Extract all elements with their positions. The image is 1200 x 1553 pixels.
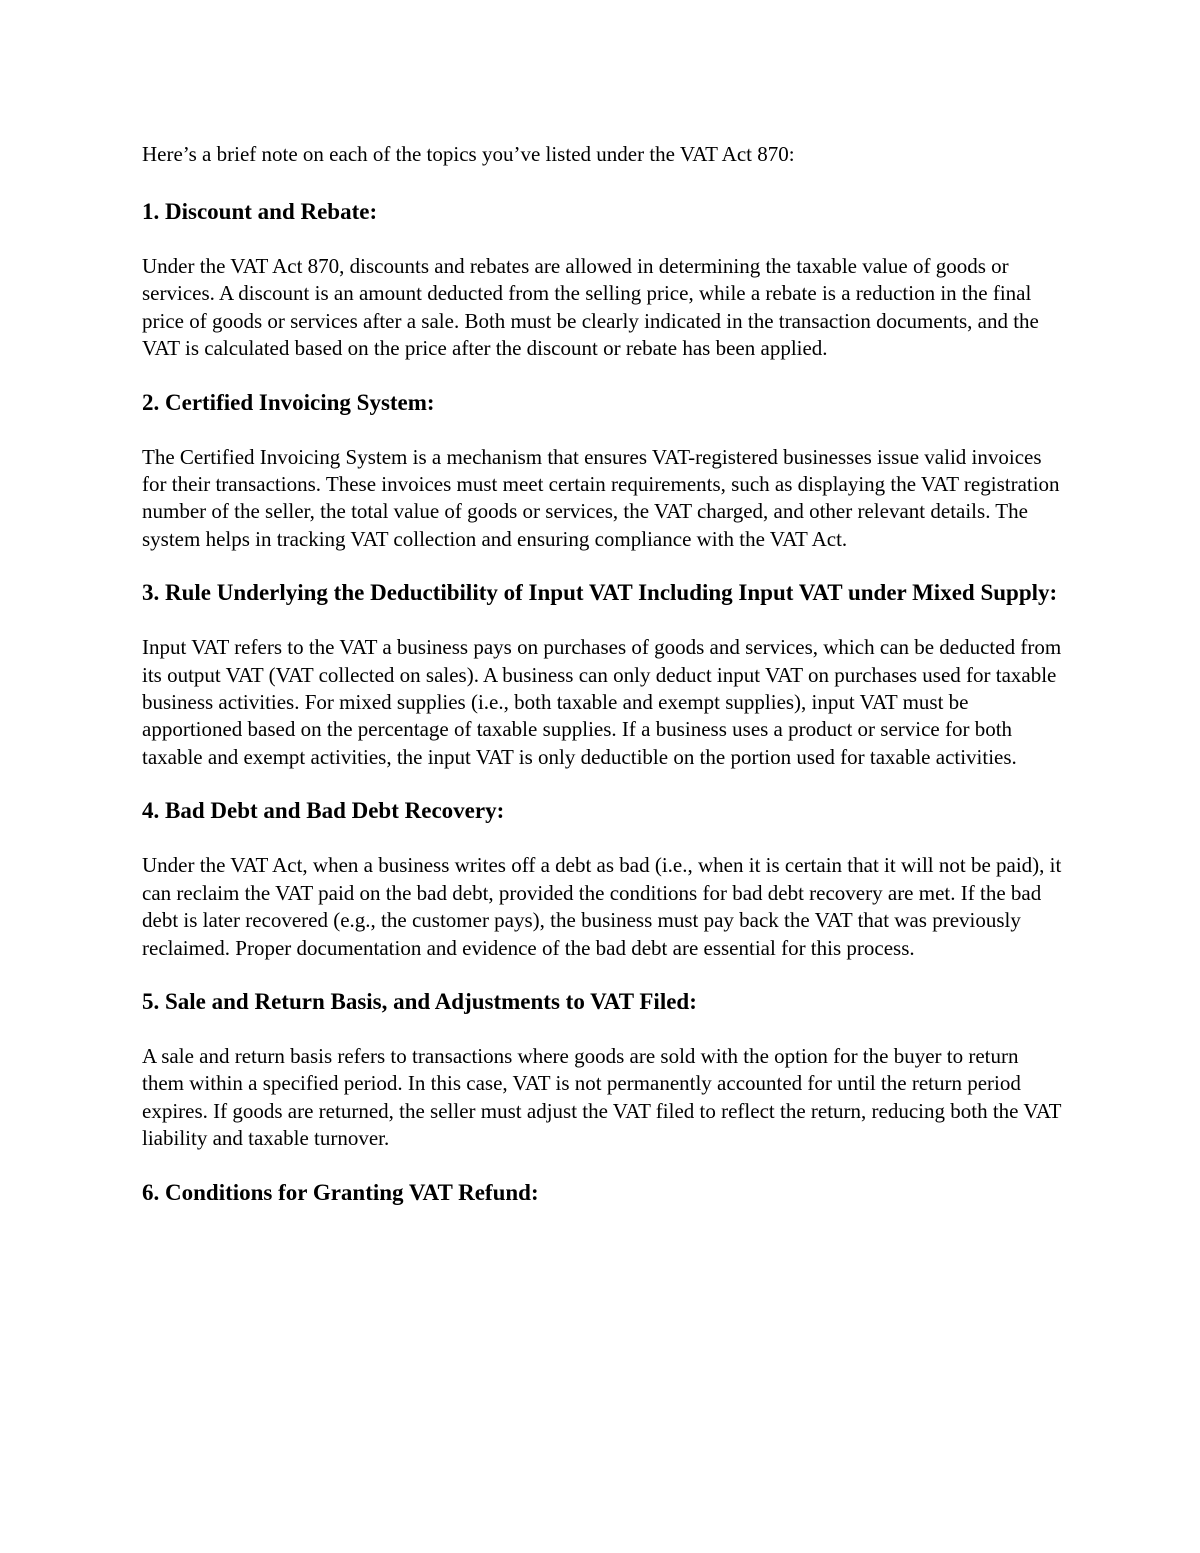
section-heading: 3. Rule Underlying the Deductibility of Input VAT Including Input VAT under Mixed Supply:: [142, 580, 1058, 606]
section-body: Under the VAT Act 870, discounts and rebates are allowed in determining the taxable value of goods or services. A discount is an amount deducted from the selling price, while a rebate is a reduction in the final price of goods or services after a sale. Both must be clearly indicated in the transaction documents, and the VAT is calculated based on the price after the discount or rebate has been applied.: [142, 254, 1039, 361]
section-heading: 2. Certified Invoicing System:: [142, 389, 435, 415]
section-vat-refund: [142, 1178, 1062, 1208]
section-body: Under the VAT Act, when a business writes off a debt as bad (i.e., when it is certain that it will not be paid), it can reclaim the VAT paid on the bad debt, provided the conditions for bad debt recovery are met. If the bad debt is later recovered (e.g., the customer pays), the business must pay back the VAT that was previously reclaimed. Proper documentation and evidence of the bad debt are essential for this process.: [142, 853, 1062, 960]
section-heading: 1. Discount and Rebate:: [142, 199, 378, 224]
section-heading: 4. Bad Debt and Bad Debt Recovery:: [142, 798, 505, 824]
section-heading: 6. Conditions for Granting VAT Refund:: [142, 1179, 539, 1205]
section-body: A sale and return basis refers to transactions where goods are sold with the option for the buyer to return them within a specified period. In this case, VAT is not permanently accounted for until the return period expires. If goods are returned, the seller must adjust the VAT filed to reflect the return, reducing both the VAT liability and taxable turnover.: [142, 1043, 1062, 1151]
section-discount-rebate: [142, 197, 1062, 363]
section-body: The Certified Invoicing System is a mechanism that ensures VAT-registered businesses issue valid invoices for their transactions. These invoices must meet certain requirements, such as displaying the VAT registration number of the seller, the total value of goods or services, the VAT charged, and other relevant details. The system helps in tracking VAT collection and ensuring compliance with the VAT Act.: [142, 444, 1060, 551]
section-heading: 5. Sale and Return Basis, and Adjustments to VAT Filed:: [142, 988, 697, 1014]
section-bad-debt: [142, 796, 1062, 962]
document-page: [142, 141, 1062, 1234]
section-input-vat: [142, 578, 1062, 771]
section-certified-invoicing: [142, 388, 1062, 554]
section-sale-return: [142, 987, 1062, 1153]
intro-text: Here’s a brief note on each of the topics you’ve listed under the VAT Act 870:: [142, 142, 795, 166]
section-body: Input VAT refers to the VAT a business pays on purchases of goods and services, which can be deducted from its output VAT (VAT collected on sales). A business can only deduct input VAT on purchases used for taxable business activities. For mixed supplies (i.e., both taxable and exempt supplies), input VAT must be apportioned based on the percentage of taxable supplies. If a business uses a product or service for both taxable and exempt activities, the input VAT is only deductible on the portion used for taxable activities.: [142, 635, 1062, 769]
